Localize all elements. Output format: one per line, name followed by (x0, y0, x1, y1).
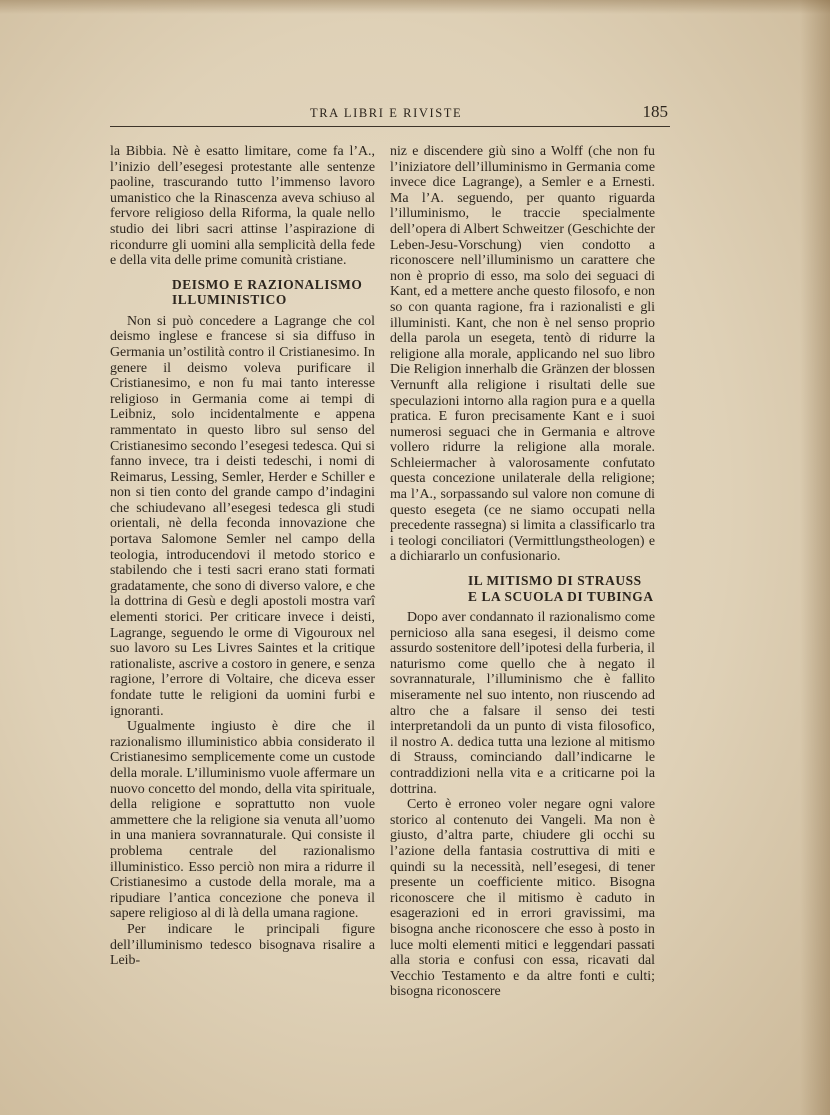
page-number: 185 (642, 102, 668, 121)
paragraph: niz e discendere giù sino a Wolff (che non fu l’iniziatore dell’illuminismo in Germania come invece dice Lagrange), a Semler e a Ernesti. Ma l’A. seguendo, per quanto riguarda l’illuminismo, le traccie specialmente dell’opera di Albert Schweitzer (Geschichte der Leben-Jesu-Vorschung) vien condotto a riconoscere nell’illuminismo un carattere che non è proprio di esso, ma solo dei seguaci di Kant, ed a mettere anche questo filosofo, e non so con quanta ragione, fra i razionalisti e gli illuministi. Kant, che non è nel senso proprio della parola un esegeta, tentò di ridurre la religione alla morale, applicando nel suo libro Die Religion innerhalb die Gränzen der blossen Vernunft alla religione i risultati delle sue speculazioni intorno alla ragion pura e a quella pratica. E furon precisamente Kant e i suoi numerosi seguaci che in Germania e altrove vollero ridurre la religione alla morale. Schleiermacher à valorosamente confutato questa concezione unilaterale della religione; ma l’A., sorpassando sul valore non comune di questo esegeta (ce ne siamo occupati nella precedente rassegna) si limita a classificarlo tra i teologi conciliatori (Vermittlungstheologen) e a dichiararlo un confusionario. (390, 144, 655, 565)
paragraph: Per indicare le principali figure dell’illuminismo tedesco bisognava risalire a Leib- (110, 921, 375, 969)
page-shadow-top (0, 0, 830, 14)
running-header (110, 104, 670, 127)
paragraph: Non si può concedere a Lagrange che col deismo inglese e francese si sia diffuso in Germania un’ostilità contro il Cristianesimo. In genere il deismo voleva purificare il Cristianesimo, e non fu mai tanto interesse religioso in Germania come ai tempi di Leibniz, solo incidentalmente e appena rammentato in questo libro sul senso del Cristianesimo secondo l’esegesi tedesca. Qui si fanno invece, tra i deisti tedeschi, i nomi di Reimarus, Lessing, Semler, Herder e Schiller e non si tien conto del grande campo d’indagini che schiudevano all’esegesi tedesca gli studi orientali, nè della feconda innovazione che portava Salomone Semler nel campo della teologia, introducendovi il metodo storico e stabilendo che i testi sacri erano stati formati gradatamente, che sono di diverso valore, e che la dottrina di Gesù e degli apostoli mostra varî elementi storici. Per criticare invece i deisti, Lagrange, seguendo le orme di Vigouroux nel suo lavoro su Les Livres Saintes et la critique rationaliste, ascrive a costoro in genere, e senza ragione, l’errore di Voltaire, che diceva esser fondate tutte le religioni da uomini furbi e ignoranti. (110, 313, 375, 719)
paragraph: Ugualmente ingiusto è dire che il razionalismo illuministico abbia considerato il Cristianesimo semplicemente come un custode della morale. L’illuminismo vuole affermare un nuovo concetto del mondo, della vita spirituale, della religione e soprattutto non vuole ammettere che la religione sia venuta all’uomo in una maniera sovrannaturale. Qui consiste il problema centrale del razionalismo illuministico. Esso perciò non mira a ridurre il Cristianesimo a custode della morale, ma a ripudiare l’antica concezione che poneva il sapere religioso al di là della umana ragione. (110, 719, 375, 922)
section-heading: IL MITISMO DI STRAUSS E LA SCUOLA DI TUBINGA (468, 573, 654, 604)
paragraph: la Bibbia. Nè è esatto limitare, come fa l’A., l’inizio dell’esegesi protestante alle sentenze paoline, trascurando tutto l’immenso lavoro umanistico che la Rinascenza aveva schiuso al fervore religioso della Riforma, la quale nello studio dei libri sacri attinse l’aspirazione di ricondurre gli uomini alla semplicità della fede e della vita delle prime comunità cristiane. (110, 144, 375, 269)
page-shadow-right (800, 0, 830, 1115)
running-title: TRA LIBRI E RIVISTE (310, 106, 463, 120)
section-heading: DEISMO E RAZIONALISMO ILLUMINISTICO (172, 276, 363, 308)
paragraph: Dopo aver condannato il razionalismo come pernicioso alla sana esegesi, il deismo come assurdo sostenitore dell’ipotesi della furberia, il naturismo come quello che à negato il sovrannaturale, l’illuminismo che è fallito miseramente nel suo intento, non riuscendo ad altro che a falsare il senso dei testi interpretandoli da un punto di vista filosofico, il nostro A. dedica tutta una lezione al mitismo di Strauss, cominciando dall’indicarne le contraddizioni nella vita e a criticarne poi la dottrina. (390, 610, 655, 797)
right-column (390, 144, 655, 1000)
paragraph: Certo è erroneo voler negare ogni valore storico al contenuto dei Vangeli. Ma non è giusto, d’altra parte, chiudere gli occhi su l’azione della fantasia costruttiva di miti e quindi su la necessità, nell’esegesi, di tener presente un coefficiente mitico. Bisogna riconoscere che il mitismo è caduto in esagerazioni ed in errori gravissimi, ma bisogna anche riconoscere che esso à posto in luce molti elementi mitici e leggendari passati alla storia e confusi con essa, ricavati dal Vecchio Testamento e da altre fonti e culti; bisogna riconoscere (390, 797, 655, 1000)
left-column (110, 144, 375, 969)
